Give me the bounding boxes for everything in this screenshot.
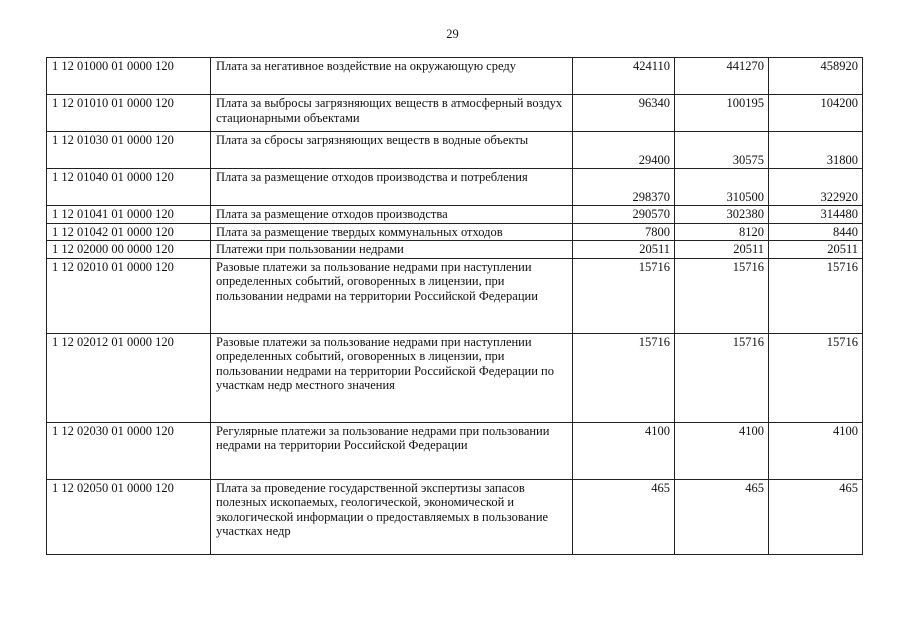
value-year3-cell: 15716: [769, 333, 863, 422]
value-year1-cell: 96340: [573, 95, 675, 132]
value-year3-cell: 31800: [769, 132, 863, 169]
table-row: [47, 479, 863, 554]
value-year1-cell: 424110: [573, 58, 675, 95]
table-row: [47, 206, 863, 224]
budget-code-cell: 1 12 01041 01 0000 120: [47, 206, 211, 224]
budget-code-cell: 1 12 02050 01 0000 120: [47, 479, 211, 554]
table-row: [47, 333, 863, 422]
table-row: [47, 132, 863, 169]
budget-code-cell: 1 12 01030 01 0000 120: [47, 132, 211, 169]
value-year1-cell: 465: [573, 479, 675, 554]
value-year1-cell: 29400: [573, 132, 675, 169]
value-year1-cell: 15716: [573, 333, 675, 422]
budget-code-cell: 1 12 02000 00 0000 120: [47, 241, 211, 259]
revenue-name-cell: Плата за сбросы загрязняющих веществ в водные объекты: [211, 132, 573, 169]
value-year1-cell: 15716: [573, 258, 675, 333]
table-row: [47, 58, 863, 95]
revenue-name-cell: Разовые платежи за пользование недрами при наступлении определенных событий, оговоренных в лицензии, при пользовании недрами на территории Российской Федерации: [211, 258, 573, 333]
table-row: [47, 241, 863, 259]
value-year2-cell: 30575: [675, 132, 769, 169]
revenue-name-cell: Платежи при пользовании недрами: [211, 241, 573, 259]
revenue-name-cell: Плата за размещение отходов производства: [211, 206, 573, 224]
value-year3-cell: 104200: [769, 95, 863, 132]
value-year2-cell: 4100: [675, 422, 769, 479]
value-year2-cell: 100195: [675, 95, 769, 132]
value-year1-cell: 290570: [573, 206, 675, 224]
value-year2-cell: 465: [675, 479, 769, 554]
value-year2-cell: 20511: [675, 241, 769, 259]
table-row: [47, 169, 863, 206]
value-year2-cell: 8120: [675, 223, 769, 241]
value-year3-cell: 15716: [769, 258, 863, 333]
budget-code-cell: 1 12 01040 01 0000 120: [47, 169, 211, 206]
revenue-name-cell: Плата за негативное воздействие на окружающую среду: [211, 58, 573, 95]
value-year3-cell: 458920: [769, 58, 863, 95]
revenue-name-cell: Плата за выбросы загрязняющих веществ в атмосферный воздух стационарными объектами: [211, 95, 573, 132]
value-year1-cell: 298370: [573, 169, 675, 206]
value-year3-cell: 4100: [769, 422, 863, 479]
value-year3-cell: 20511: [769, 241, 863, 259]
budget-revenue-table: [46, 57, 863, 555]
revenue-name-cell: Плата за проведение государственной экспертизы запасов полезных ископаемых, геологической, экономической и экологической информации о предоставляемых в пользование участках недр: [211, 479, 573, 554]
revenue-name-cell: Плата за размещение отходов производства и потребления: [211, 169, 573, 206]
table-row: [47, 422, 863, 479]
value-year2-cell: 441270: [675, 58, 769, 95]
budget-code-cell: 1 12 02030 01 0000 120: [47, 422, 211, 479]
revenue-name-cell: Разовые платежи за пользование недрами при наступлении определенных событий, оговоренных в лицензии, при пользовании недрами на территории Российской Федерации по участкам недр местного значения: [211, 333, 573, 422]
value-year1-cell: 20511: [573, 241, 675, 259]
revenue-name-cell: Плата за размещение твердых коммунальных отходов: [211, 223, 573, 241]
budget-code-cell: 1 12 01000 01 0000 120: [47, 58, 211, 95]
value-year3-cell: 465: [769, 479, 863, 554]
value-year1-cell: 4100: [573, 422, 675, 479]
value-year3-cell: 314480: [769, 206, 863, 224]
budget-code-cell: 1 12 02012 01 0000 120: [47, 333, 211, 422]
table-row: [47, 95, 863, 132]
table-row: [47, 258, 863, 333]
value-year1-cell: 7800: [573, 223, 675, 241]
revenue-name-cell: Регулярные платежи за пользование недрами при пользовании недрами на территории Российской Федерации: [211, 422, 573, 479]
value-year2-cell: 15716: [675, 258, 769, 333]
value-year2-cell: 15716: [675, 333, 769, 422]
value-year3-cell: 322920: [769, 169, 863, 206]
table-row: [47, 223, 863, 241]
budget-code-cell: 1 12 01010 01 0000 120: [47, 95, 211, 132]
value-year3-cell: 8440: [769, 223, 863, 241]
budget-code-cell: 1 12 01042 01 0000 120: [47, 223, 211, 241]
page-number: 29: [446, 27, 459, 41]
value-year2-cell: 302380: [675, 206, 769, 224]
value-year2-cell: 310500: [675, 169, 769, 206]
budget-code-cell: 1 12 02010 01 0000 120: [47, 258, 211, 333]
